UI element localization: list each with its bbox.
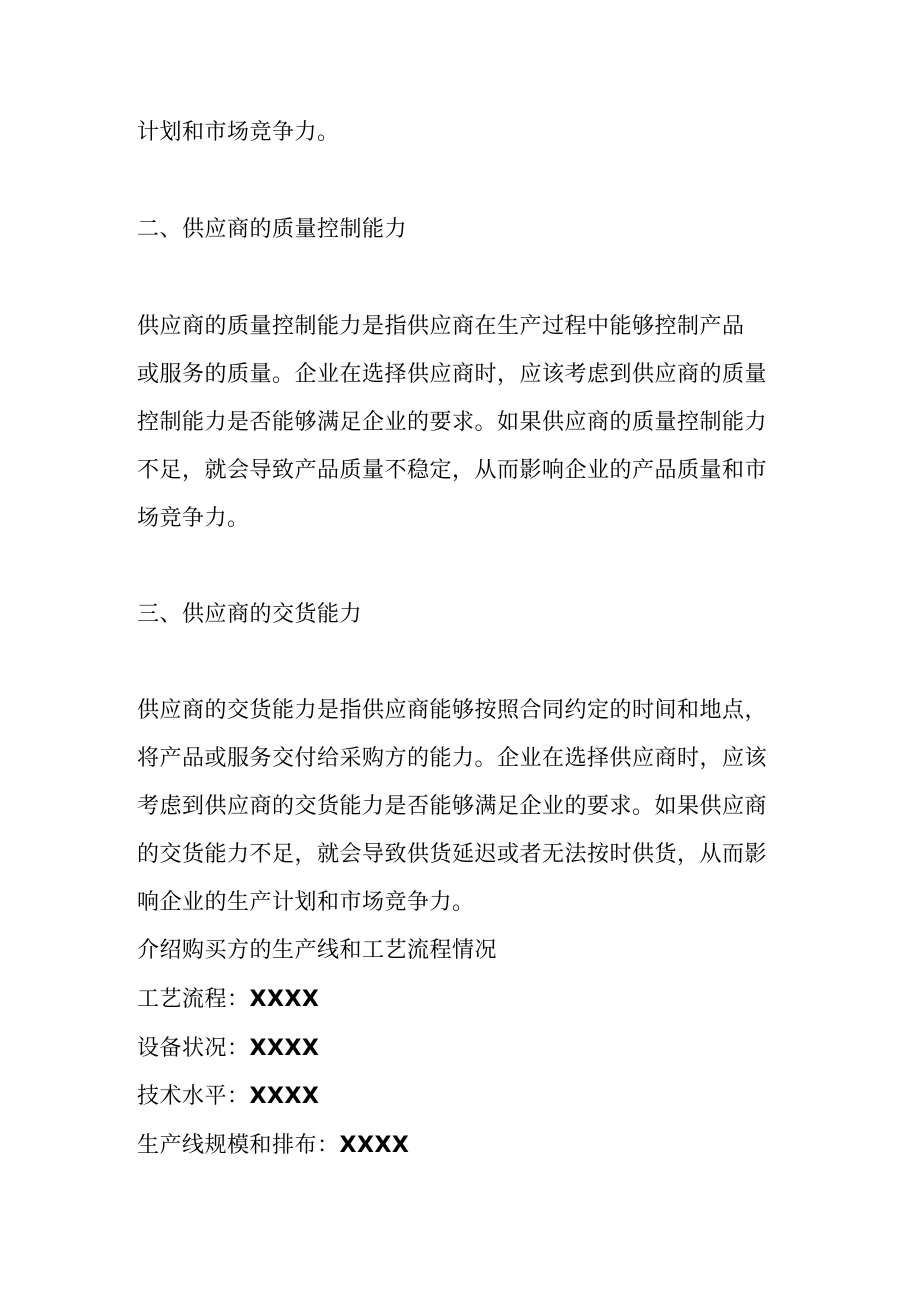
subsection-title: 介绍购买方的生产线和工艺流程情况 — [137, 938, 498, 963]
field-value: XXXX — [339, 1133, 410, 1158]
section-heading-3: 三、供应商的交货能力 — [137, 602, 363, 627]
field-row-process — [137, 985, 319, 1015]
paragraph-line: 的交货能力不足，就会导致供货延迟或者无法按时供货，从而影 — [137, 842, 768, 867]
field-label: 工艺流程： — [137, 987, 250, 1012]
paragraph-line: 将产品或服务交付给采购方的能力。企业在选择供应商时，应该 — [137, 746, 768, 771]
field-value: XXXX — [249, 987, 320, 1012]
field-label: 设备状况： — [137, 1036, 250, 1061]
field-label: 生产线规模和排布： — [137, 1133, 340, 1158]
paragraph-line: 供应商的质量控制能力是指供应商在生产过程中能够控制产品 — [137, 314, 745, 339]
paragraph-line: 考虑到供应商的交货能力是否能够满足企业的要求。如果供应商 — [137, 794, 768, 819]
field-row-equipment — [137, 1034, 319, 1064]
paragraph-line: 或服务的质量。企业在选择供应商时，应该考虑到供应商的质量 — [137, 362, 768, 387]
field-value: XXXX — [249, 1036, 320, 1061]
section-heading-2: 二、供应商的质量控制能力 — [137, 217, 408, 242]
paragraph-line: 响企业的生产计划和市场竞争力。 — [137, 890, 475, 915]
field-row-technology — [137, 1082, 319, 1112]
field-row-line-scale — [137, 1131, 409, 1161]
paragraph-line: 控制能力是否能够满足企业的要求。如果供应商的质量控制能力 — [137, 410, 768, 435]
paragraph-line: 计划和市场竞争力。 — [137, 120, 340, 145]
paragraph-line: 供应商的交货能力是指供应商能够按照合同约定的时间和地点， — [137, 698, 768, 723]
paragraph-line: 场竞争力。 — [137, 506, 250, 531]
field-value: XXXX — [249, 1084, 320, 1109]
paragraph-line: 不足，就会导致产品质量不稳定，从而影响企业的产品质量和市 — [137, 458, 768, 483]
field-label: 技术水平： — [137, 1084, 250, 1109]
